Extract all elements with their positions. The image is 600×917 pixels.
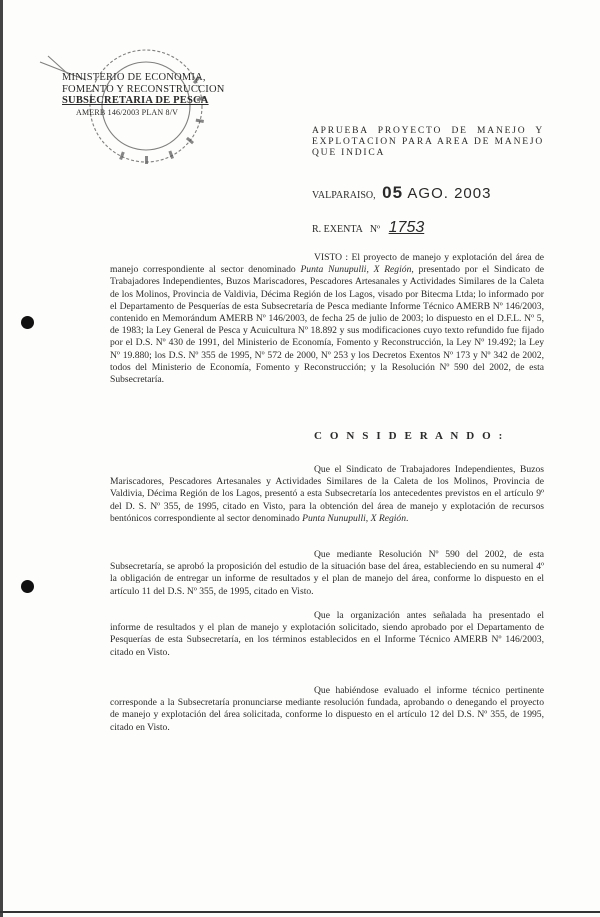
resolution-number-line (312, 219, 424, 237)
letterhead (62, 72, 225, 118)
considerando-paragraph-3 (110, 610, 544, 659)
considerando-p3-text: Que la organización antes señalada ha presentado el informe de resultados y el plan de manejo y explotación solicitado, siendo aprobado por el Departamento de Pesquerías de esta Subsecretaría, en los términos establecidos en el Informe Técnico AMERB Nº 146/2003, citado en Visto. (110, 610, 544, 658)
ministry-name: MINISTERIO DE ECONOMIA, (62, 72, 206, 83)
date-day: 05 (382, 183, 404, 202)
city: VALPARAISO, (312, 190, 376, 201)
visto-place-name: Punta Nunupulli, X Región (300, 264, 412, 276)
considerando-p1-text: Que el Sindicato de Trabajadores Independientes, Buzos Mariscadores, Pescadores Artesanales y Actividades Similares de la Caleta de los Molinos, Provincia de Valdivia, Décima Región de los Lagos, presentó a esta Subsecretaría los antecedentes previstos en el artículo 9º del D. S. Nº 355, de 1995, citado en Visto, para la obtención del área de manejo y explotación de recursos bentónicos correspondiente al sector denominado (110, 464, 544, 524)
place-and-date (312, 183, 491, 203)
ministry-name-cont: FOMENTO Y RECONSTRUCCION (62, 83, 225, 95)
resolution-subject: APRUEBA PROYECTO DE MANEJO Y EXPLOTACION PARA AREA DE MANEJO QUE INDICA (312, 126, 544, 158)
scan-bottom-edge (0, 911, 600, 913)
considerando-paragraph-2 (110, 549, 544, 598)
undersecretariat-name: SUBSECRETARIA DE PESCA (62, 95, 209, 106)
visto-lead: VISTO : (314, 252, 349, 263)
resolution-label: R. EXENTA (312, 224, 363, 235)
considerando-heading: C O N S I D E R A N D O : (314, 430, 505, 442)
file-reference: AMERB 146/2003 PLAN 8/V (76, 107, 179, 117)
considerando-p4-text: Que habiéndose evaluado el informe técnico pertinente corresponde a la Subsecretaría pronunciarse mediante resolución fundada, aprobando o denegando el proyecto de manejo y explotación del área solicitada, conforme lo dispuesto en el artículo 12 del D.S. Nº 355, de 1995, citado en Visto. (110, 685, 544, 733)
date-month-year: AGO. 2003 (407, 185, 492, 202)
number-label: Nº (369, 224, 381, 235)
binder-hole-top (21, 316, 34, 329)
considerando-p1-end: . (406, 512, 409, 524)
visto-text-a: El proyecto de manejo y explotación del área de manejo correspondiente al sector denominado (110, 252, 545, 276)
visto-text-b: , presentado por el Sindicato de Trabajadores Independientes, Buzos Mariscadores, Pescadores Artesanales y Actividades Similares de la Caleta de los Molinos, Provincia de Valdivia, Décima Región de los Lagos, visado por Bitecma Ltda; lo informado por el Departamento de Pesquerías de esta Subsecretaría de Pesca mediante Informe Técnico AMERB Nº 146/2003, contenido en Memorándum AMERB Nº 146/2003, de fecha 25 de julio de 2003; lo dispuesto en el D.F.L. Nº 5, de 1983; la Ley General de Pesca y Acuicultura Nº 18.892 y sus modificaciones cuyo texto refundido fue fijado por el D.S. Nº 430 de 1991, del Ministerio de Economía, Fomento y Reconstrucción, la Ley Nº 19.492; la Ley Nº 19.880; los D.S. Nº 355 de 1995, Nº 572 de 2000, Nº 253 y los Decretos Exentos Nº 173 y Nº 342 de 2002, todos del Ministerio de Economía, Fomento y Reconstrucción; y la Resolución Nº 590 del 2002, de esta Subsecretaría. (110, 264, 544, 386)
considerando-p1-place: Punta Nunupulli, X Región (302, 512, 407, 524)
date-stamp (382, 185, 491, 202)
binder-hole-bottom (21, 580, 34, 593)
considerando-paragraph-1 (110, 464, 544, 525)
considerando-paragraph-4 (110, 685, 544, 734)
considerando-p2-text: Que mediante Resolución Nº 590 del 2002, de esta Subsecretaría, se aprobó la proposición del estudio de la situación base del área, estableciendo en su numeral 4º la obligación de entregar un informe de resultados y el plan de manejo del área, conforme lo dispuesto en el artículo 11 del D.S. Nº 355, de 1995, citado en Visto. (110, 549, 544, 597)
scan-left-edge (0, 0, 3, 917)
visto-paragraph (110, 252, 544, 386)
resolution-number: 1753 (388, 219, 425, 236)
